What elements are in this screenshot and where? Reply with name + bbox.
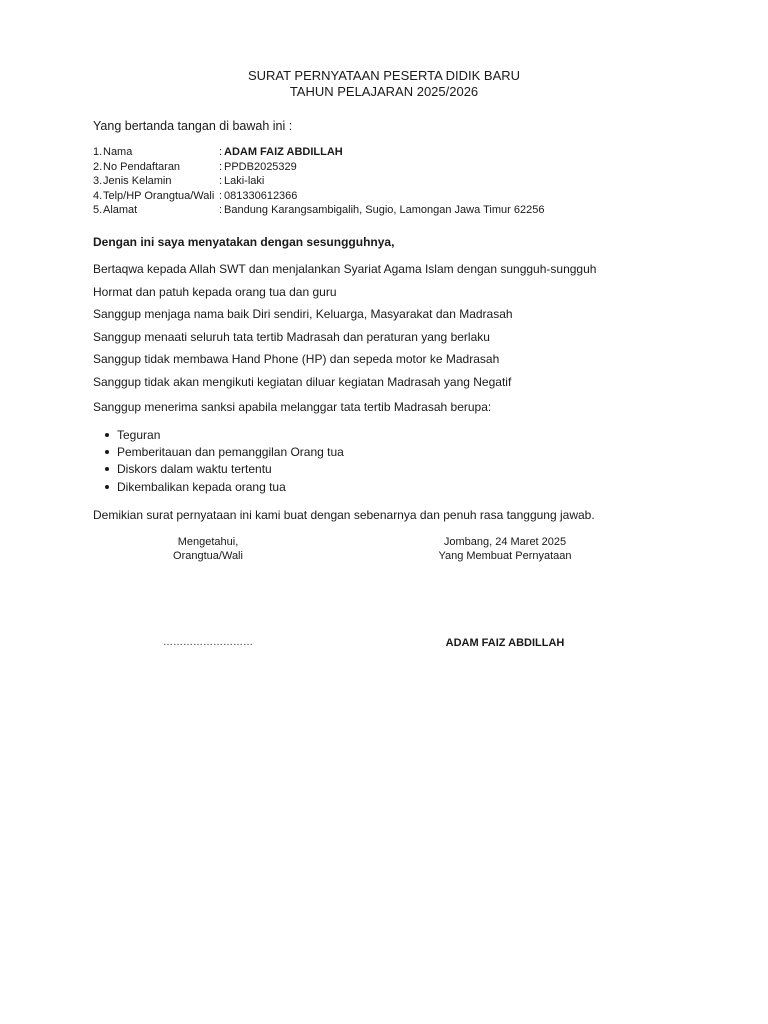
row-number: 3. — [93, 175, 103, 188]
document-title — [0, 68, 768, 100]
statement-list — [93, 261, 596, 397]
bullet-icon — [105, 485, 109, 489]
statement-item: Sanggup menjaga nama baik Diri sendiri, Keluarga, Masyarakat dan Madrasah — [93, 307, 513, 322]
identity-row — [93, 145, 544, 160]
title-line-1: SURAT PERNYATAAN PESERTA DIDIK BARU — [247, 68, 521, 83]
row-label: No Pendaftaran — [103, 160, 181, 173]
statement-item: Sanggup tidak akan mengikuti kegiatan diluar kegiatan Madrasah yang Negatif — [93, 374, 512, 389]
row-number: 4. — [93, 189, 103, 202]
signature-student-block — [425, 535, 585, 563]
sanction-item — [93, 479, 344, 496]
title-line-2: TAHUN PELAJARAN 2025/2026 — [289, 84, 479, 99]
row-separator: : — [219, 204, 223, 217]
row-number: 2. — [93, 160, 103, 173]
row-value: PPDB2025329 — [224, 160, 297, 173]
signature-date: Jombang, 24 Maret 2025 — [443, 536, 567, 548]
sanction-text: Dikembalikan kepada orang tua — [117, 479, 286, 494]
identity-row — [93, 203, 544, 218]
signature-parent-line-1: Mengetahui, — [177, 536, 239, 548]
row-number: 1. — [93, 146, 103, 159]
sanction-text: Pemberitauan dan pemanggilan Orang tua — [117, 445, 344, 460]
row-value: Bandung Karangsambigalih, Sugio, Lamongan Jawa Timur 62256 — [224, 204, 545, 217]
intro-text: Yang bertanda tangan di bawah ini : — [93, 119, 293, 133]
row-value: Laki-laki — [224, 175, 265, 188]
row-separator: : — [219, 189, 223, 202]
row-number: 5. — [93, 204, 103, 217]
signature-student-line-2: Yang Membuat Pernyataan — [438, 550, 572, 562]
row-separator: : — [219, 175, 223, 188]
bullet-icon — [105, 450, 109, 454]
sanction-item — [93, 427, 344, 444]
sanction-item — [93, 461, 344, 478]
row-separator: : — [219, 160, 223, 173]
parent-name-placeholder: ……………………… — [163, 637, 253, 648]
closing-statement: Demikian surat pernyataan ini kami buat dengan sebenarnya dan penuh rasa tanggung jawab. — [93, 508, 595, 522]
row-label: Alamat — [103, 204, 138, 217]
statement-item: Sanggup menaati seluruh tata tertib Madrasah dan peraturan yang berlaku — [93, 329, 490, 344]
bullet-icon — [105, 433, 109, 437]
identity-table — [93, 145, 544, 218]
declaration-heading: Dengan ini saya menyatakan dengan sesungguhnya, — [93, 235, 395, 249]
identity-row — [93, 160, 544, 175]
sanction-intro: Sanggup menerima sanksi apabila melanggar tata tertib Madrasah berupa: — [93, 400, 492, 414]
row-label: Jenis Kelamin — [103, 175, 172, 188]
identity-row — [93, 174, 544, 189]
sanction-list — [93, 427, 344, 496]
row-label: Nama — [103, 146, 133, 159]
row-separator: : — [219, 146, 223, 159]
row-value: ADAM FAIZ ABDILLAH — [224, 146, 343, 159]
student-name: ADAM FAIZ ABDILLAH — [445, 637, 565, 649]
signature-parent-block — [128, 535, 288, 563]
statement-item: Hormat dan patuh kepada orang tua dan guru — [93, 284, 337, 299]
signature-parent-line-2: Orangtua/Wali — [173, 550, 243, 562]
statement-item: Sanggup tidak membawa Hand Phone (HP) dan sepeda motor ke Madrasah — [93, 352, 500, 367]
statement-item: Bertaqwa kepada Allah SWT dan menjalankan Syariat Agama Islam dengan sungguh-sungguh — [93, 262, 597, 276]
row-value: 081330612366 — [224, 189, 298, 202]
sanction-text: Teguran — [117, 428, 161, 442]
bullet-icon — [105, 467, 109, 471]
identity-row — [93, 189, 544, 204]
sanction-text: Diskors dalam waktu tertentu — [117, 462, 272, 477]
row-label: Telp/HP Orangtua/Wali — [103, 189, 215, 202]
sanction-item — [93, 444, 344, 461]
